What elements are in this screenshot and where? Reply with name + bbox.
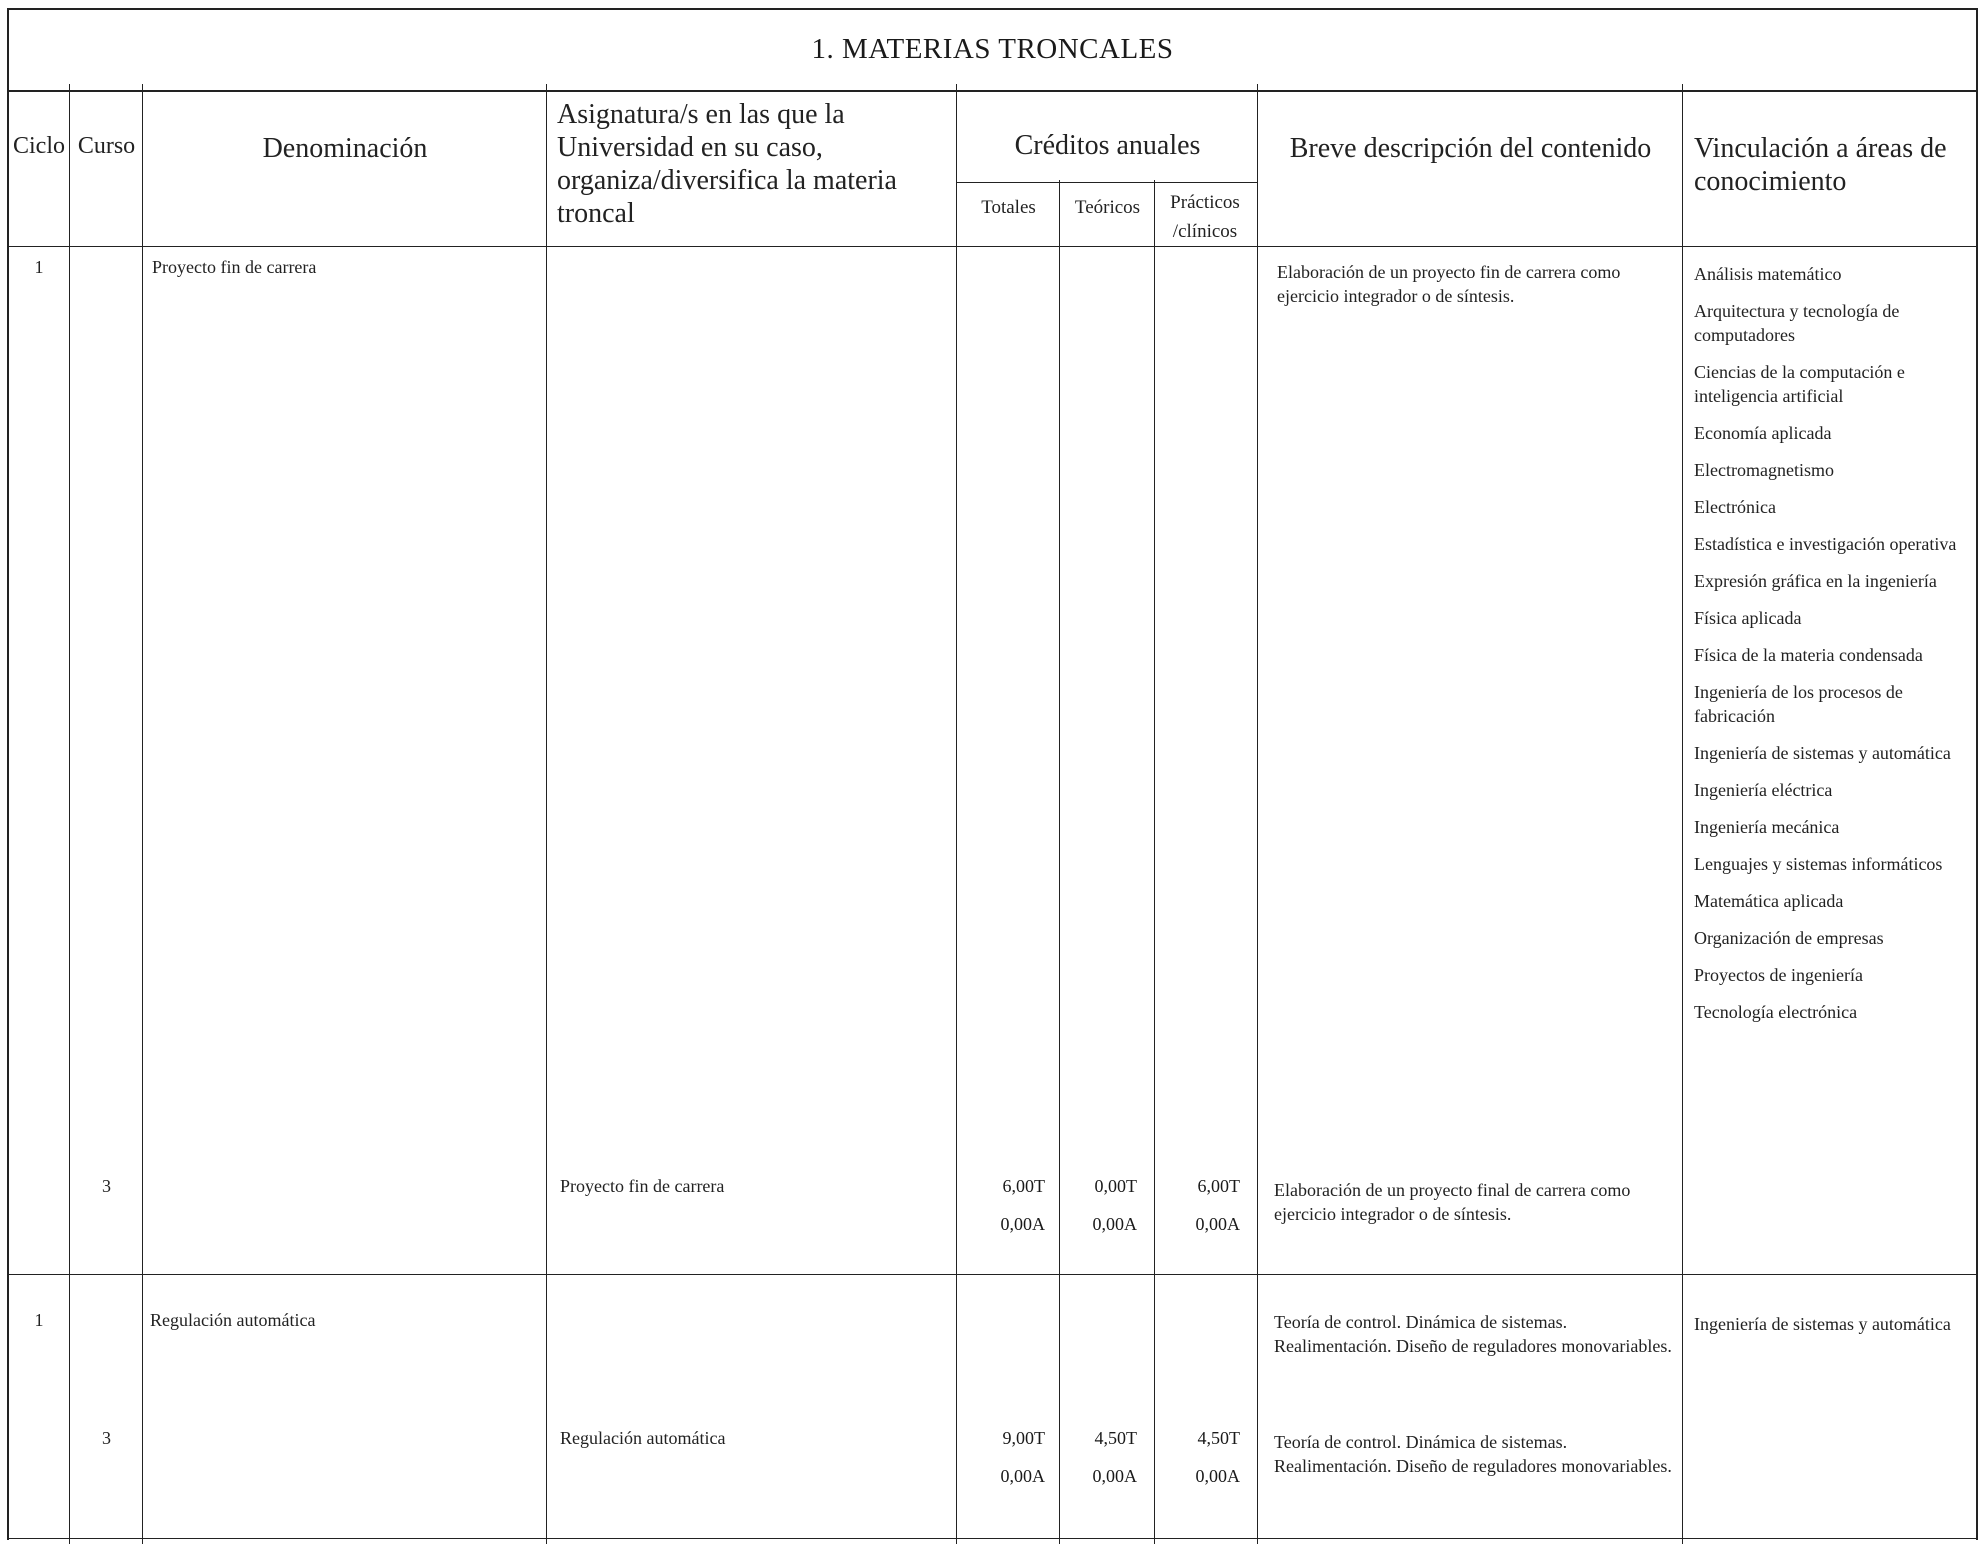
- divider-asignaturas: [956, 84, 957, 1544]
- materia-ciclo: 1: [34, 1310, 44, 1330]
- area-item: Proyectos de ingeniería: [1694, 965, 1863, 985]
- asignatura-descripcion: Elaboración de un proyecto final de carrera como ejercicio integrador o de síntesis.: [1274, 1180, 1631, 1224]
- asignatura-curso: 3: [102, 1176, 111, 1196]
- row-separator-rule: [7, 1274, 1978, 1275]
- practicos-a: 0,00A: [1195, 1214, 1240, 1234]
- teoricos-a: 0,00A: [1092, 1466, 1137, 1486]
- header-bottom-rule: [7, 246, 1978, 247]
- asignatura-nombre: Regulación automática: [560, 1428, 726, 1448]
- area-item: Análisis matemático: [1694, 264, 1842, 284]
- practicos-t: 6,00T: [1197, 1176, 1240, 1196]
- materia-descripcion: Elaboración de un proyecto fin de carrera como ejercicio integrador o de síntesis.: [1277, 262, 1621, 306]
- header-denominacion: Denominación: [262, 133, 428, 164]
- header-ciclo: Ciclo: [13, 133, 65, 159]
- divider-creditos: [1257, 84, 1258, 1544]
- divider-teoricos: [1154, 180, 1155, 1544]
- header-asignaturas: Asignatura/s en las que la Universidad en su caso, organiza/diversifica la materia troncal: [557, 99, 897, 229]
- header-vinculacion: Vinculación a áreas de conocimiento: [1694, 133, 1947, 197]
- asignatura-descripcion: Teoría de control. Dinámica de sistemas. Realimentación. Diseño de reguladores monovariables.: [1274, 1432, 1672, 1476]
- area-item: Ingeniería de sistemas y automática: [1694, 743, 1951, 763]
- header-practicos: Prácticos /clínicos: [1170, 192, 1240, 242]
- totales-t: 6,00T: [1002, 1176, 1045, 1196]
- area-item: Economía aplicada: [1694, 423, 1832, 443]
- divider-ciclo: [69, 84, 70, 1544]
- area-item: Ciencias de la computación e inteligencia artificial: [1694, 362, 1905, 406]
- area-item: Ingeniería eléctrica: [1694, 780, 1833, 800]
- areas-list: [1694, 262, 1974, 1037]
- materia-denominacion: Proyecto fin de carrera: [152, 257, 317, 277]
- table-bottom-rule: [7, 1538, 1978, 1539]
- area-item: Ingeniería mecánica: [1694, 817, 1840, 837]
- area-item: Organización de empresas: [1694, 928, 1884, 948]
- teoricos-t: 0,00T: [1094, 1176, 1137, 1196]
- area-item: Electrónica: [1694, 497, 1776, 517]
- header-totales: Totales: [981, 197, 1036, 218]
- area-item: Lenguajes y sistemas informáticos: [1694, 854, 1943, 874]
- totales-t: 9,00T: [1002, 1428, 1045, 1448]
- area-item: Arquitectura y tecnología de computadores: [1694, 301, 1900, 345]
- divider-curso: [142, 84, 143, 1544]
- practicos-t: 4,50T: [1197, 1428, 1240, 1448]
- materia-ciclo: 1: [34, 257, 44, 277]
- practicos-a: 0,00A: [1195, 1466, 1240, 1486]
- teoricos-t: 4,50T: [1094, 1428, 1137, 1448]
- area-item: Estadística e investigación operativa: [1694, 534, 1957, 554]
- header-descripcion: Breve descripción del contenido: [1289, 133, 1652, 164]
- divider-totales: [1059, 180, 1060, 1544]
- header-teoricos: Teóricos: [1074, 197, 1141, 218]
- page-title: 1. MATERIAS TRONCALES: [7, 8, 1978, 92]
- area-item: Física de la materia condensada: [1694, 645, 1923, 665]
- divider-descripcion: [1682, 84, 1683, 1544]
- area-item: Ingeniería de los procesos de fabricación: [1694, 682, 1903, 726]
- area-item: Física aplicada: [1694, 608, 1802, 628]
- teoricos-a: 0,00A: [1092, 1214, 1137, 1234]
- totales-a: 0,00A: [1000, 1466, 1045, 1486]
- asignatura-nombre: Proyecto fin de carrera: [560, 1176, 725, 1196]
- asignatura-curso: 3: [102, 1428, 111, 1448]
- materia-denominacion: Regulación automática: [150, 1310, 316, 1330]
- area-item: Matemática aplicada: [1694, 891, 1844, 911]
- divider-denominacion: [546, 84, 547, 1544]
- materia-descripcion: Teoría de control. Dinámica de sistemas. Realimentación. Diseño de reguladores monovariables.: [1274, 1312, 1672, 1356]
- header-creditos: Créditos anuales: [1014, 130, 1201, 161]
- totales-a: 0,00A: [1000, 1214, 1045, 1234]
- area-item: Expresión gráfica en la ingeniería: [1694, 571, 1937, 591]
- area-item: Electromagnetismo: [1694, 460, 1834, 480]
- area-item: Ingeniería de sistemas y automática: [1694, 1314, 1951, 1334]
- area-item: Tecnología electrónica: [1694, 1002, 1858, 1022]
- header-curso: Curso: [77, 133, 136, 159]
- creditos-subheader-rule: [956, 182, 1257, 183]
